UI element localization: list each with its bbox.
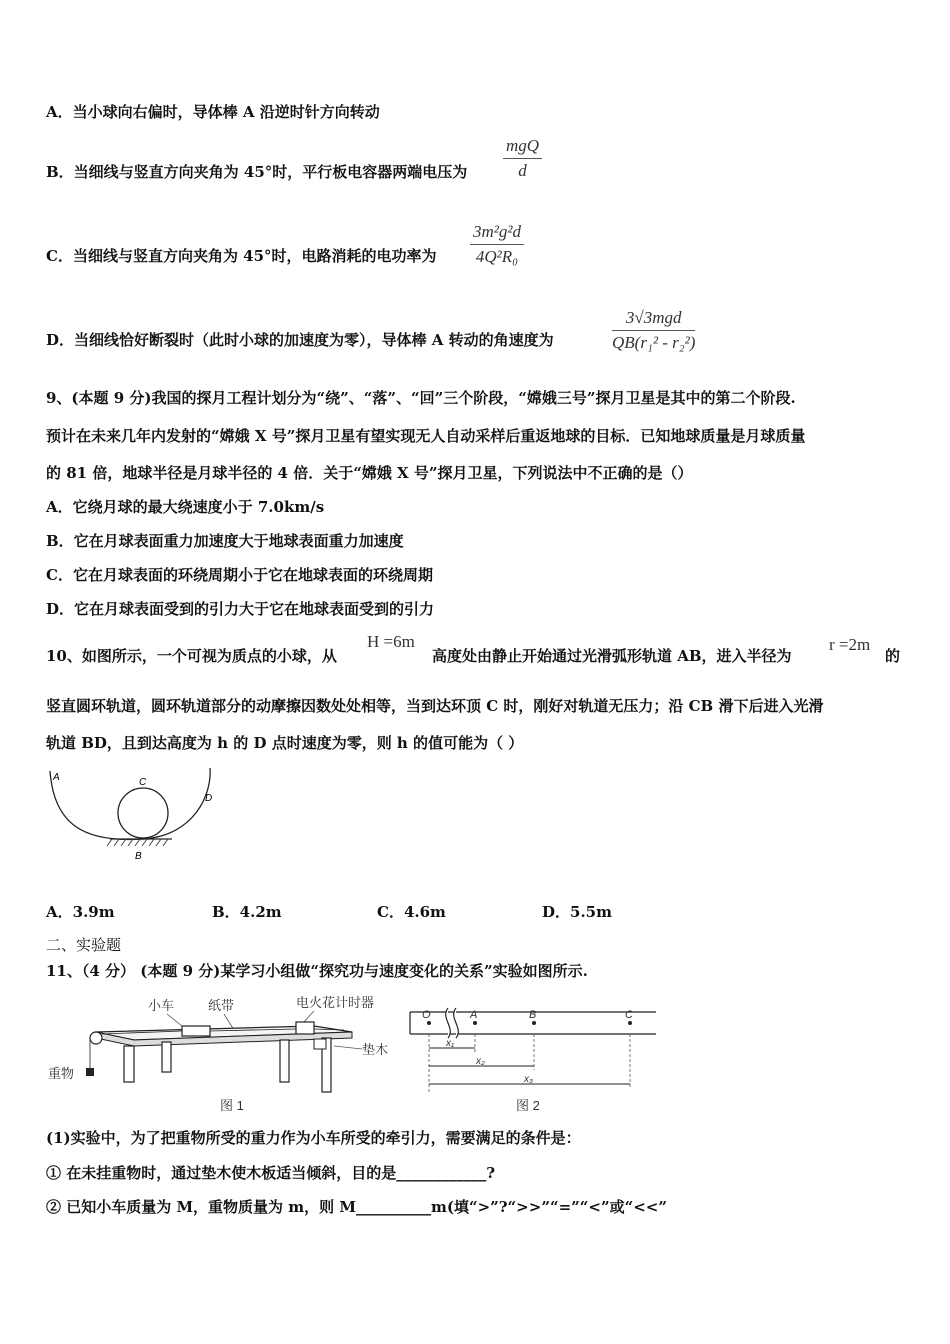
label-tape: 纸带 xyxy=(208,998,235,1013)
q8-option-a: A．当小球向右偏时，导体棒 A 沿逆时针方向转动 xyxy=(46,103,380,121)
q8-option-d-fraction xyxy=(612,308,695,353)
ground-hatching xyxy=(107,839,168,846)
q10-stem-line-3: 轨道 BD，且到达高度为 h 的 D 点时速度为零，则 h 的值可能为（ ） xyxy=(46,734,524,752)
label-x1: x₁ xyxy=(446,1038,455,1049)
q10-track-figure xyxy=(44,765,234,865)
q8-option-c-numerator: 3m²g²d xyxy=(470,222,524,245)
q8-option-c: C．当细线与竖直方向夹角为 45°时，电路消耗的电功率为 xyxy=(46,247,437,265)
pulley xyxy=(90,1032,102,1044)
q11-part-1-item-2: ② 已知小车质量为 M，重物质量为 m，则 M__________m(填“>”?“>>”“=”“<”或“<<” xyxy=(46,1198,667,1216)
q10-stem-line-1c: 的 xyxy=(885,647,901,665)
cart xyxy=(182,1026,210,1036)
loop-circle xyxy=(118,788,168,838)
figure-1-caption: 图 1 xyxy=(220,1098,244,1113)
section-heading-experiment: 二、实验题 xyxy=(46,936,122,954)
spark-timer xyxy=(296,1022,314,1034)
label-cart: 小车 xyxy=(148,998,175,1013)
label-timer: 电火花计时器 xyxy=(296,995,375,1010)
table-leg xyxy=(124,1046,134,1082)
q10-height-value: H =6m xyxy=(367,632,415,651)
q10-option-a: A．3.9m xyxy=(46,903,115,921)
track-arc xyxy=(50,768,213,840)
point-o: O xyxy=(422,1009,431,1021)
point-b: B xyxy=(529,1009,537,1021)
q8-option-b: B．当细线与竖直方向夹角为 45°时，平行板电容器两端电压为 xyxy=(46,163,468,181)
q11-stem: 11、（4 分） (本题 9 分)某学习小组做“探究功与速度变化的关系”实验如图所示. xyxy=(46,962,588,980)
q9-option-b: B．它在月球表面重力加速度大于地球表面重力加速度 xyxy=(46,532,404,550)
q8-option-b-fraction xyxy=(503,136,542,181)
q10-stem-line-2: 竖直圆环轨道，圆环轨道部分的动摩擦因数处处相等，当到达环顶 C 时，刚好对轨道无压力；沿 CB 滑下后进入光滑 xyxy=(46,697,824,715)
q8-option-b-denominator: d xyxy=(518,161,527,180)
label-x2: x₂ xyxy=(476,1056,485,1067)
point-c: C xyxy=(625,1009,633,1021)
q10-option-d: D．5.5m xyxy=(542,903,612,921)
label-weight: 重物 xyxy=(48,1066,75,1081)
q11-figure-1 xyxy=(44,994,394,1114)
q8-option-c-fraction xyxy=(470,222,524,267)
q10-stem-line-1a: 10、如图所示，一个可视为质点的小球，从 xyxy=(46,647,337,665)
hanging-weight xyxy=(86,1068,94,1076)
q9-option-a: A．它绕月球的最大绕速度小于 7.0km/s xyxy=(46,498,325,516)
q9-stem-line-3: 的 81 倍，地球半径是月球半径的 4 倍．关于“嫦娥 X 号”探月卫星，下列说法中不正确的是（） xyxy=(46,464,693,482)
label-x3: x₃ xyxy=(524,1074,533,1085)
q8-option-b-numerator: mgQ xyxy=(503,136,542,159)
q8-option-c-denominator: 4Q²R₀ xyxy=(475,247,519,266)
label-a: A xyxy=(53,772,60,783)
q8-option-d-denominator: QB(r₁² - r₂²) xyxy=(612,333,696,352)
label-d: D xyxy=(205,793,213,804)
q8-option-d-numerator: 3√3mgd xyxy=(612,308,695,331)
q10-option-c: C．4.6m xyxy=(377,903,446,921)
q11-figure-2 xyxy=(404,1004,664,1116)
label-c: C xyxy=(139,777,147,788)
figure-2-caption: 图 2 xyxy=(516,1098,540,1113)
q9-option-d: D．它在月球表面受到的引力大于它在地球表面受到的引力 xyxy=(46,600,435,618)
q9-stem-line-2: 预计在未来几年内发射的“嫦娥 X 号”探月卫星有望实现无人自动采样后重返地球的目标．已知地球质量是月球质量 xyxy=(46,427,806,445)
q10-radius-value: r =2m xyxy=(829,635,871,654)
table-leg xyxy=(162,1042,171,1072)
label-b: B xyxy=(135,851,142,862)
q8-option-d: D．当细线恰好断裂时（此时小球的加速度为零），导体棒 A 转动的角速度为 xyxy=(46,331,554,349)
q9-stem-line-1: 9、(本题 9 分)我国的探月工程计划分为“绕”、“落”、“回”三个阶段，“嫦娥三号”探月卫星是其中的第二个阶段. xyxy=(46,389,796,407)
q11-part-1: (1)实验中，为了把重物所受的重力作为小车所受的牵引力，需要满足的条件是： xyxy=(46,1129,581,1147)
q10-stem-line-1b: 高度处由静止开始通过光滑弧形轨道 AB，进入半径为 xyxy=(432,647,792,665)
q11-part-1-item-1: ① 在未挂重物时，通过垫木使木板适当倾斜，目的是____________? xyxy=(46,1164,496,1182)
q10-option-b: B．4.2m xyxy=(212,903,282,921)
wooden-block xyxy=(314,1039,326,1049)
table-leg xyxy=(280,1040,289,1082)
point-a: A xyxy=(470,1009,478,1021)
label-block: 垫木 xyxy=(362,1042,389,1057)
q9-option-c: C．它在月球表面的环绕周期小于它在地球表面的环绕周期 xyxy=(46,566,433,584)
